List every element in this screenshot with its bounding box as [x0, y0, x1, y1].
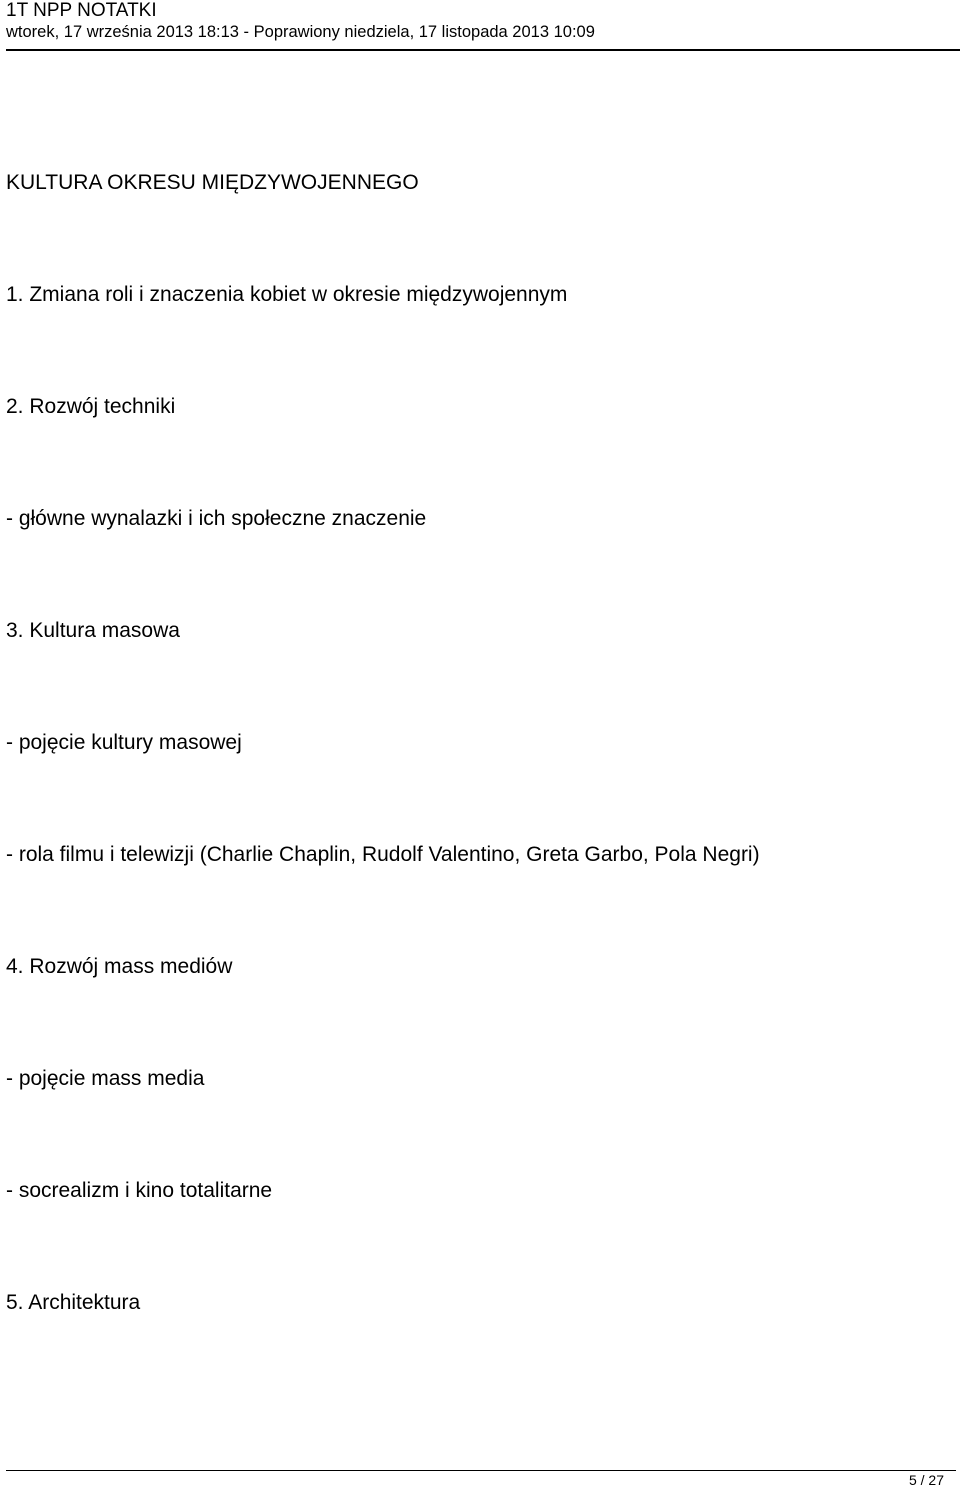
subtopic-item: - główne wynalazki i ich społeczne znaczenie [6, 507, 427, 530]
subtopic-item: - pojęcie kultury masowej [6, 731, 242, 754]
section-heading: KULTURA OKRESU MIĘDZYWOJENNEGO [6, 171, 419, 194]
subtopic-item: - socrealizm i kino totalitarne [6, 1179, 273, 1202]
topic-item-2: 2. Rozwój techniki [6, 395, 176, 418]
header-divider [6, 49, 960, 51]
topic-item-5: 5. Architektura [6, 1291, 141, 1314]
subtopic-item: - pojęcie mass media [6, 1067, 205, 1090]
topic-item-1: 1. Zmiana roli i znaczenia kobiet w okresie międzywojennym [6, 283, 568, 306]
page-number: 5 / 27 [908, 1472, 944, 1488]
document-dates: wtorek, 17 września 2013 18:13 - Poprawiony niedziela, 17 listopada 2013 10:09 [6, 23, 595, 41]
topic-item-4: 4. Rozwój mass mediów [6, 955, 233, 978]
footer-divider [6, 1470, 956, 1471]
subtopic-item: - rola filmu i telewizji (Charlie Chaplin, Rudolf Valentino, Greta Garbo, Pola Negri) [6, 843, 760, 866]
topic-item-3: 3. Kultura masowa [6, 619, 180, 642]
document-title: 1T NPP NOTATKI [6, 0, 157, 21]
